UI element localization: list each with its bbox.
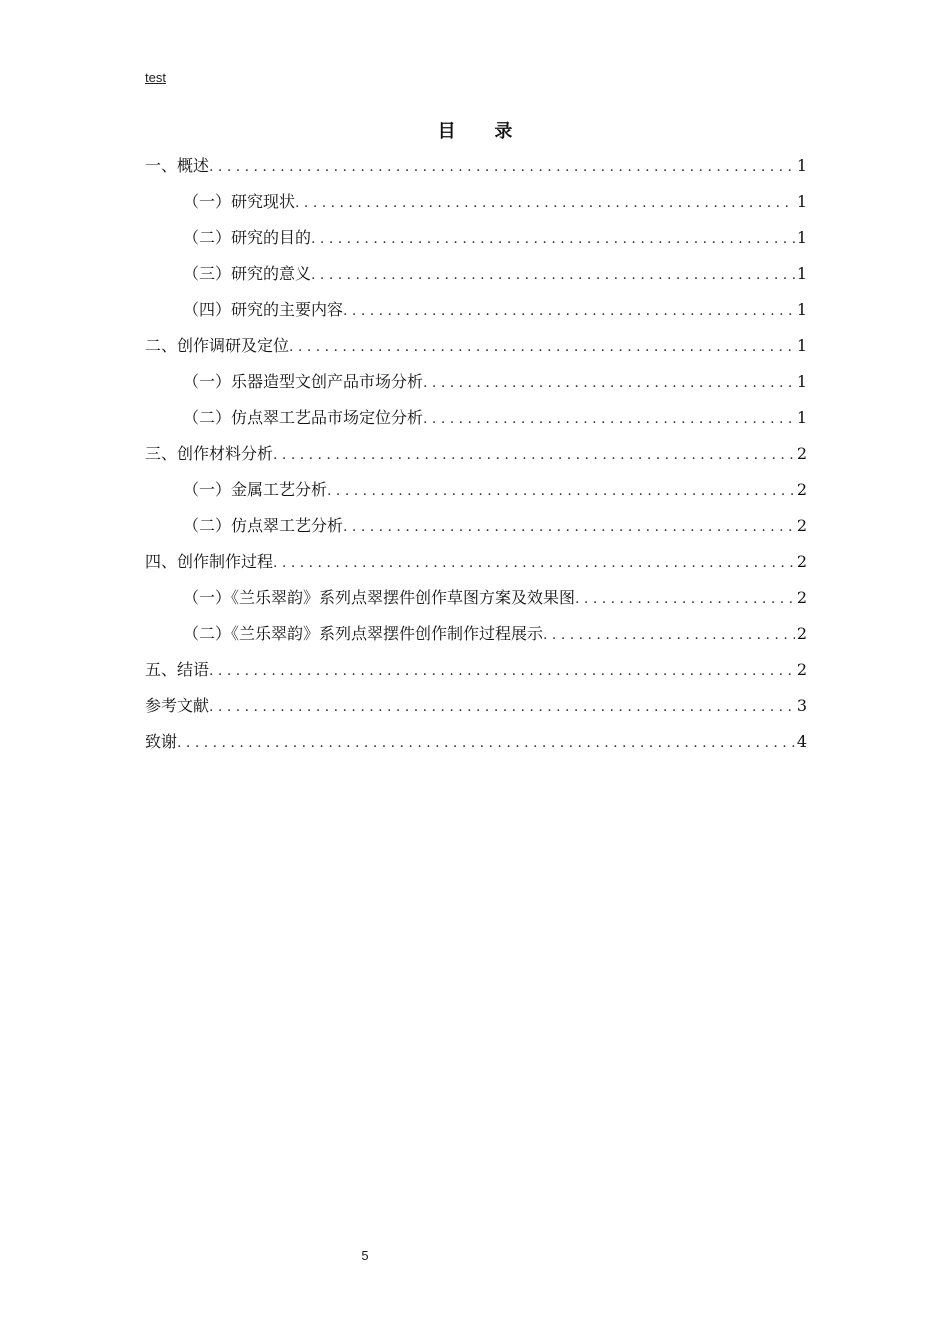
toc-dot-leader	[543, 617, 795, 653]
toc-entry-page: 1	[796, 336, 807, 355]
toc-entry[interactable]	[145, 472, 807, 508]
toc-entry-label: （一）金属工艺分析	[183, 480, 328, 499]
toc-entry-label: （二）仿点翠工艺分析	[183, 516, 344, 535]
toc-entry-label: （二）研究的目的	[183, 228, 312, 247]
toc-entry-label: 三、创作材料分析	[145, 444, 274, 463]
toc-entry-page: 1	[796, 228, 807, 247]
toc-entry[interactable]	[145, 508, 807, 544]
toc-dot-leader	[273, 437, 795, 473]
toc-dot-leader	[311, 257, 795, 293]
toc-dot-leader	[343, 509, 795, 545]
toc-entry-label: （四）研究的主要内容	[183, 300, 344, 319]
toc-entry[interactable]	[145, 580, 807, 616]
toc-entry-page: 1	[796, 192, 807, 211]
toc-entry[interactable]	[145, 184, 807, 220]
toc-entry-label: 致谢	[145, 732, 178, 751]
toc-entry-label: （二）仿点翠工艺品市场定位分析	[183, 408, 424, 427]
toc-dot-leader	[289, 329, 795, 365]
toc-entry[interactable]	[145, 256, 807, 292]
toc-entry-label: （二）《兰乐翠韵》系列点翠摆件创作制作过程展示	[183, 624, 544, 643]
toc-entry[interactable]	[145, 616, 807, 652]
toc-entry-page: 2	[796, 624, 807, 643]
toc-entry-page: 2	[796, 588, 807, 607]
toc-dot-leader	[311, 221, 795, 257]
toc-entry-page: 2	[796, 480, 807, 499]
toc-entry[interactable]	[145, 544, 807, 580]
toc-entry-label: 二、创作调研及定位	[145, 336, 290, 355]
toc-entry[interactable]	[145, 400, 807, 436]
toc-entry-page: 1	[796, 372, 807, 391]
toc-entry[interactable]	[145, 292, 807, 328]
page-header-text: test	[145, 70, 166, 85]
toc-entry-page: 1	[796, 156, 807, 175]
toc-entry-page: 2	[796, 552, 807, 571]
toc-entry-page: 2	[796, 444, 807, 463]
toc-entry-label: 四、创作制作过程	[145, 552, 274, 571]
toc-entry-label: （三）研究的意义	[183, 264, 312, 283]
toc-entry[interactable]	[145, 652, 807, 688]
toc-dot-leader	[295, 185, 795, 221]
page-number: 5	[361, 1248, 369, 1263]
toc-entry[interactable]	[145, 220, 807, 256]
toc-entry-page: 2	[796, 660, 807, 679]
table-of-contents	[145, 148, 807, 760]
toc-dot-leader	[273, 545, 795, 581]
toc-dot-leader	[423, 365, 795, 401]
toc-entry-label: 五、结语	[145, 660, 210, 679]
toc-dot-leader	[209, 689, 795, 725]
toc-entry[interactable]	[145, 688, 807, 724]
toc-dot-leader	[327, 473, 795, 509]
toc-entry-page: 4	[796, 732, 807, 751]
toc-entry-label: （一）《兰乐翠韵》系列点翠摆件创作草图方案及效果图	[183, 588, 576, 607]
toc-dot-leader	[423, 401, 795, 437]
toc-dot-leader	[343, 293, 795, 329]
toc-dot-leader	[209, 653, 795, 689]
toc-dot-leader	[177, 725, 795, 761]
toc-entry-page: 1	[796, 300, 807, 319]
toc-entry[interactable]	[145, 724, 807, 760]
toc-entry-page: 1	[796, 408, 807, 427]
toc-entry-label: （一）研究现状	[183, 192, 296, 211]
toc-entry[interactable]	[145, 328, 807, 364]
toc-entry-label: （一）乐器造型文创产品市场分析	[183, 372, 424, 391]
toc-dot-leader	[575, 581, 795, 617]
toc-entry-page: 1	[796, 264, 807, 283]
toc-entry-label: 一、概述	[145, 156, 210, 175]
toc-dot-leader	[209, 149, 795, 185]
toc-entry-label: 参考文献	[145, 696, 210, 715]
toc-entry-page: 3	[796, 696, 807, 715]
toc-entry-page: 2	[796, 516, 807, 535]
toc-entry[interactable]	[145, 364, 807, 400]
toc-entry[interactable]	[145, 436, 807, 472]
toc-title: 目 录	[437, 121, 529, 142]
toc-entry[interactable]	[145, 148, 807, 184]
